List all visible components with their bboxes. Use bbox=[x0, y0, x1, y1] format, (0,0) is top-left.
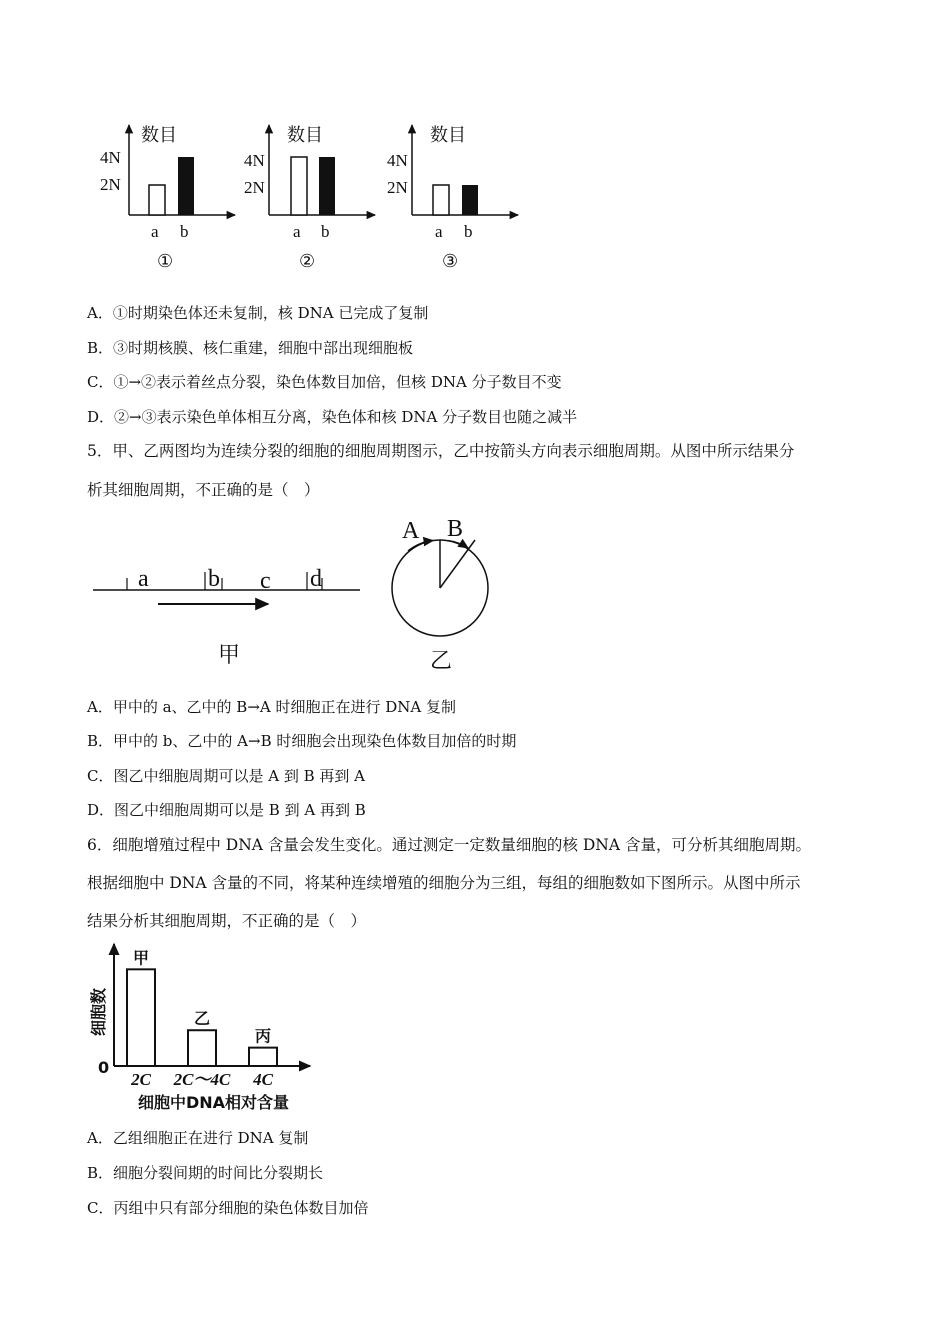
cell-cycle-circle bbox=[392, 516, 488, 674]
x-label-a: a bbox=[151, 222, 159, 241]
fig1-panels bbox=[95, 115, 555, 285]
origin-label: 0 bbox=[98, 1058, 110, 1077]
bar-name-label: 甲 bbox=[132, 948, 150, 968]
circle-label-b: B bbox=[447, 516, 464, 542]
q4-option-d: D．②→③表示染色单体相互分离，染色体和核 DNA 分子数目也随之减半 bbox=[87, 408, 578, 426]
q5-option-b: B．甲中的 b、乙中的 A→B 时细胞会出现染色体数目加倍的时期 bbox=[87, 732, 517, 750]
y-label: 数目 bbox=[287, 125, 323, 146]
panel-number: ① bbox=[157, 251, 174, 272]
y-label: 数目 bbox=[141, 125, 177, 146]
q6-stem-line3: 结果分析其细胞周期，不正确的是（ ） bbox=[87, 912, 367, 930]
bar-a bbox=[291, 157, 307, 215]
q5-stem-line2: 析其细胞周期，不正确的是（ ） bbox=[87, 481, 320, 499]
x-label-a: a bbox=[293, 222, 301, 241]
x-label-a: a bbox=[435, 222, 443, 241]
circle-caption: 乙 bbox=[430, 649, 453, 674]
q6-option-c: C．丙组中只有部分细胞的染色体数目加倍 bbox=[87, 1199, 369, 1217]
y-label: 数目 bbox=[430, 125, 466, 146]
tick-2n: 2N bbox=[244, 178, 265, 197]
segment-label-d: d bbox=[310, 566, 322, 592]
tick-4n: 4N bbox=[387, 151, 408, 170]
segment-label-b: b bbox=[208, 566, 220, 592]
fig1-panel-1 bbox=[100, 125, 235, 272]
bar-name-label: 乙 bbox=[193, 1009, 211, 1029]
q4-option-b: B．③时期核膜、核仁重建，细胞中部出现细胞板 bbox=[87, 339, 414, 357]
x-label-b: b bbox=[180, 222, 189, 241]
bar-a bbox=[433, 185, 449, 215]
bar-乙 bbox=[188, 1030, 216, 1066]
x-label-b: b bbox=[464, 222, 473, 241]
x-label-b: b bbox=[321, 222, 330, 241]
q5-stem-line1: 5．甲、乙两图均为连续分裂的细胞的细胞周期图示，乙中按箭头方向表示细胞周期。从图中所示结果分 bbox=[87, 442, 795, 460]
tick-4n: 4N bbox=[100, 148, 121, 167]
x-tick-label: 2C～4C bbox=[173, 1070, 231, 1089]
fig1-panel-2 bbox=[244, 125, 375, 272]
q4-option-a: A．①时期染色体还未复制，核 DNA 已完成了复制 bbox=[87, 304, 429, 322]
bar-a bbox=[149, 185, 165, 215]
segment-label-a: a bbox=[138, 566, 149, 592]
bar-b bbox=[462, 185, 478, 215]
cell-cycle-line bbox=[93, 566, 360, 668]
x-tick-label: 4C bbox=[253, 1070, 273, 1089]
segment-label-c: c bbox=[260, 568, 271, 594]
bar-甲 bbox=[127, 969, 155, 1066]
fig1-panel-3 bbox=[387, 125, 518, 272]
circle-label-a: A bbox=[402, 518, 420, 544]
tick-4n: 4N bbox=[244, 151, 265, 170]
tick-2n: 2N bbox=[387, 178, 408, 197]
q6-stem-line2: 根据细胞中 DNA 含量的不同，将某种连续增殖的细胞分为三组，每组的细胞数如下图所示。从图中所示 bbox=[87, 874, 801, 892]
bar-丙 bbox=[249, 1048, 277, 1066]
q5-option-a: A．甲中的 a、乙中的 B→A 时细胞正在进行 DNA 复制 bbox=[87, 698, 457, 716]
q6-stem-line1: 6．细胞增殖过程中 DNA 含量会发生变化。通过测定一定数量细胞的核 DNA 含量，可分析其细胞周期。 bbox=[87, 836, 811, 854]
q5-option-d: D．图乙中细胞周期可以是 B 到 A 再到 B bbox=[87, 801, 366, 819]
x-tick-label: 2C bbox=[131, 1070, 151, 1089]
q6-bar-chart bbox=[82, 940, 322, 1115]
bar-b bbox=[178, 157, 194, 215]
bar-b bbox=[319, 157, 335, 215]
y-axis-label: 细胞数 bbox=[89, 987, 108, 1037]
tick-2n: 2N bbox=[100, 175, 121, 194]
bar-name-label: 丙 bbox=[254, 1026, 272, 1046]
q5-figure bbox=[90, 510, 520, 680]
panel-number: ② bbox=[299, 251, 316, 272]
line-caption: 甲 bbox=[218, 643, 241, 668]
q6-option-b: B．细胞分裂间期的时间比分裂期长 bbox=[87, 1164, 324, 1182]
q5-option-c: C．图乙中细胞周期可以是 A 到 B 再到 A bbox=[87, 767, 366, 785]
panel-number: ③ bbox=[442, 251, 459, 272]
x-axis-label: 细胞中DNA相对含量 bbox=[138, 1093, 290, 1112]
q6-option-a: A．乙组细胞正在进行 DNA 复制 bbox=[87, 1129, 309, 1147]
q4-option-c: C．①→②表示着丝点分裂，染色体数目加倍，但核 DNA 分子数目不变 bbox=[87, 373, 562, 391]
